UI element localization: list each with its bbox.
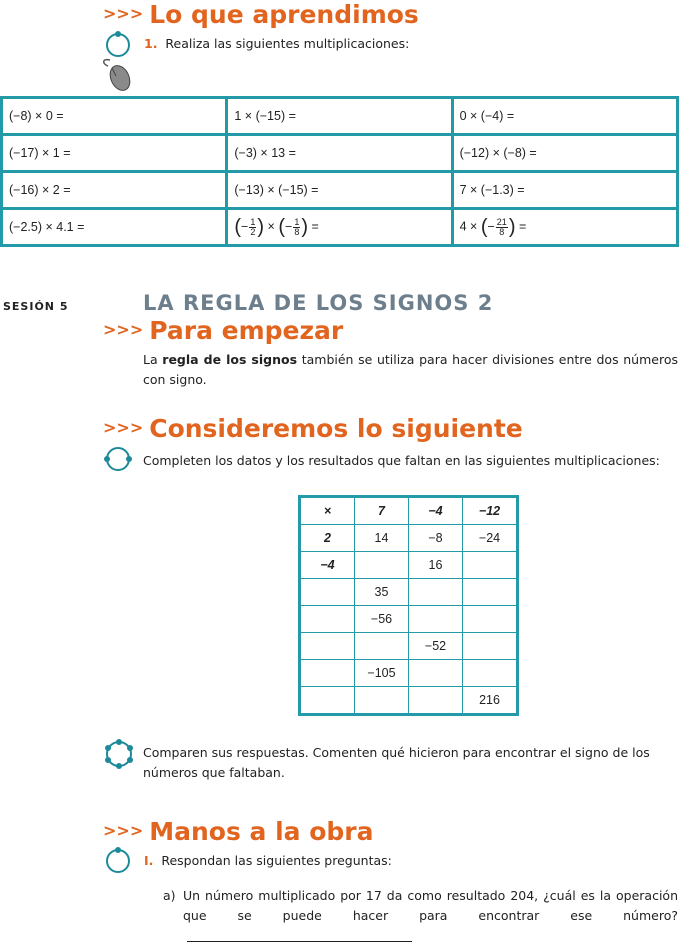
mouse-icon — [100, 58, 134, 94]
grid-cell — [409, 660, 463, 687]
grid-cell: −52 — [409, 633, 463, 660]
item-number: 1. — [144, 36, 158, 51]
grid-cell — [300, 606, 355, 633]
instruction-consideremos: Completen los datos y los resultados que faltan en las siguientes multiplicaciones: — [143, 453, 660, 468]
table-cell: (−8) × 0 = — [2, 98, 227, 135]
grid-cell: −4 — [409, 497, 463, 525]
table-cell: (−13) × (−15) = — [227, 172, 452, 209]
grid-cell: 14 — [355, 525, 409, 552]
section-heading-para-empezar: >>> Para empezar — [103, 316, 344, 345]
table-cell: (−17) × 1 = — [2, 135, 227, 172]
intro-paragraph: La regla de los signos también se utiliza para hacer divisiones entre dos números con signo. — [143, 352, 678, 387]
instruction-text: Realiza las siguientes multiplicaciones: — [165, 36, 410, 51]
grid-cell — [300, 633, 355, 660]
instruction-1 — [144, 34, 409, 54]
grid-cell — [463, 552, 518, 579]
multiplication-grid — [298, 495, 519, 716]
table-cell: (−12) × (−8) = — [452, 135, 677, 172]
table-row — [300, 579, 518, 606]
group-activity-icon — [103, 738, 135, 770]
team-activity-icon — [103, 444, 133, 474]
heading-title: Lo que aprendimos — [149, 0, 419, 29]
grid-cell: −56 — [355, 606, 409, 633]
grid-cell — [463, 660, 518, 687]
grid-cell — [409, 606, 463, 633]
grid-cell — [355, 687, 409, 715]
multiplications-table — [0, 96, 679, 247]
table-cell: 1 × (−15) = — [227, 98, 452, 135]
grid-cell — [355, 552, 409, 579]
table-row — [2, 209, 678, 246]
table-cell: 7 × (−1.3) = — [452, 172, 677, 209]
table-row — [300, 660, 518, 687]
question-a: a) Un número multiplicado por 17 da como resultado 204, ¿cuál es la operación que se puede hacer para encontrar ese número? — [163, 886, 678, 946]
grid-cell — [300, 579, 355, 606]
session-title: LA REGLA DE LOS SIGNOS 2 — [143, 291, 494, 315]
grid-cell: −24 — [463, 525, 518, 552]
fraction: $\frac{1}{8}$ — [294, 216, 300, 237]
answer-line[interactable] — [187, 941, 412, 942]
table-row — [300, 606, 518, 633]
table-row — [2, 135, 678, 172]
grid-cell — [463, 606, 518, 633]
table-cell: (−2.5) × 4.1 = — [2, 209, 227, 246]
grid-cell — [355, 633, 409, 660]
grid-cell — [300, 687, 355, 715]
table-row — [300, 633, 518, 660]
table-cell: (−3) × 13 = — [227, 135, 452, 172]
compare-paragraph: Comparen sus respuestas. Comenten qué hicieron para encontrar el signo de los números que faltaban. — [143, 745, 650, 780]
instruction-manos: I. Respondan las siguientes preguntas: — [144, 853, 392, 868]
table-row — [300, 552, 518, 579]
individual-activity-icon — [103, 30, 133, 60]
section-heading-lo-que-aprendimos — [103, 0, 419, 29]
grid-cell: 7 — [355, 497, 409, 525]
grid-cell: × — [300, 497, 355, 525]
grid-cell — [300, 660, 355, 687]
fraction-cell: 4 × (− $\frac{21}{8}$ ) = — [452, 209, 677, 246]
table-row — [2, 98, 678, 135]
fraction-cell: (− $\frac{1}{2}$ ) × (− $\frac{1}{8}$ ) = — [227, 209, 452, 246]
table-row — [2, 172, 678, 209]
section-heading-manos-a-la-obra: >>> Manos a la obra — [103, 817, 374, 846]
table-cell: (−16) × 2 = — [2, 172, 227, 209]
grid-cell: 2 — [300, 525, 355, 552]
grid-cell: −105 — [355, 660, 409, 687]
table-row — [300, 497, 518, 525]
table-row — [300, 525, 518, 552]
grid-cell — [409, 687, 463, 715]
grid-cell: 16 — [409, 552, 463, 579]
session-label: SESIÓN 5 — [3, 300, 69, 313]
table-row — [300, 687, 518, 715]
grid-cell: −12 — [463, 497, 518, 525]
fraction: $\frac{21}{8}$ — [496, 216, 507, 237]
grid-cell — [409, 579, 463, 606]
grid-cell — [463, 633, 518, 660]
section-heading-consideremos: >>> Consideremos lo siguiente — [103, 414, 523, 443]
grid-cell — [463, 579, 518, 606]
grid-cell: −4 — [300, 552, 355, 579]
table-cell: 0 × (−4) = — [452, 98, 677, 135]
fraction: $\frac{1}{2}$ — [250, 216, 256, 237]
individual-activity-icon — [103, 846, 133, 876]
grid-cell: 35 — [355, 579, 409, 606]
grid-cell: −8 — [409, 525, 463, 552]
grid-cell: 216 — [463, 687, 518, 715]
heading-arrows: >>> — [103, 4, 144, 23]
